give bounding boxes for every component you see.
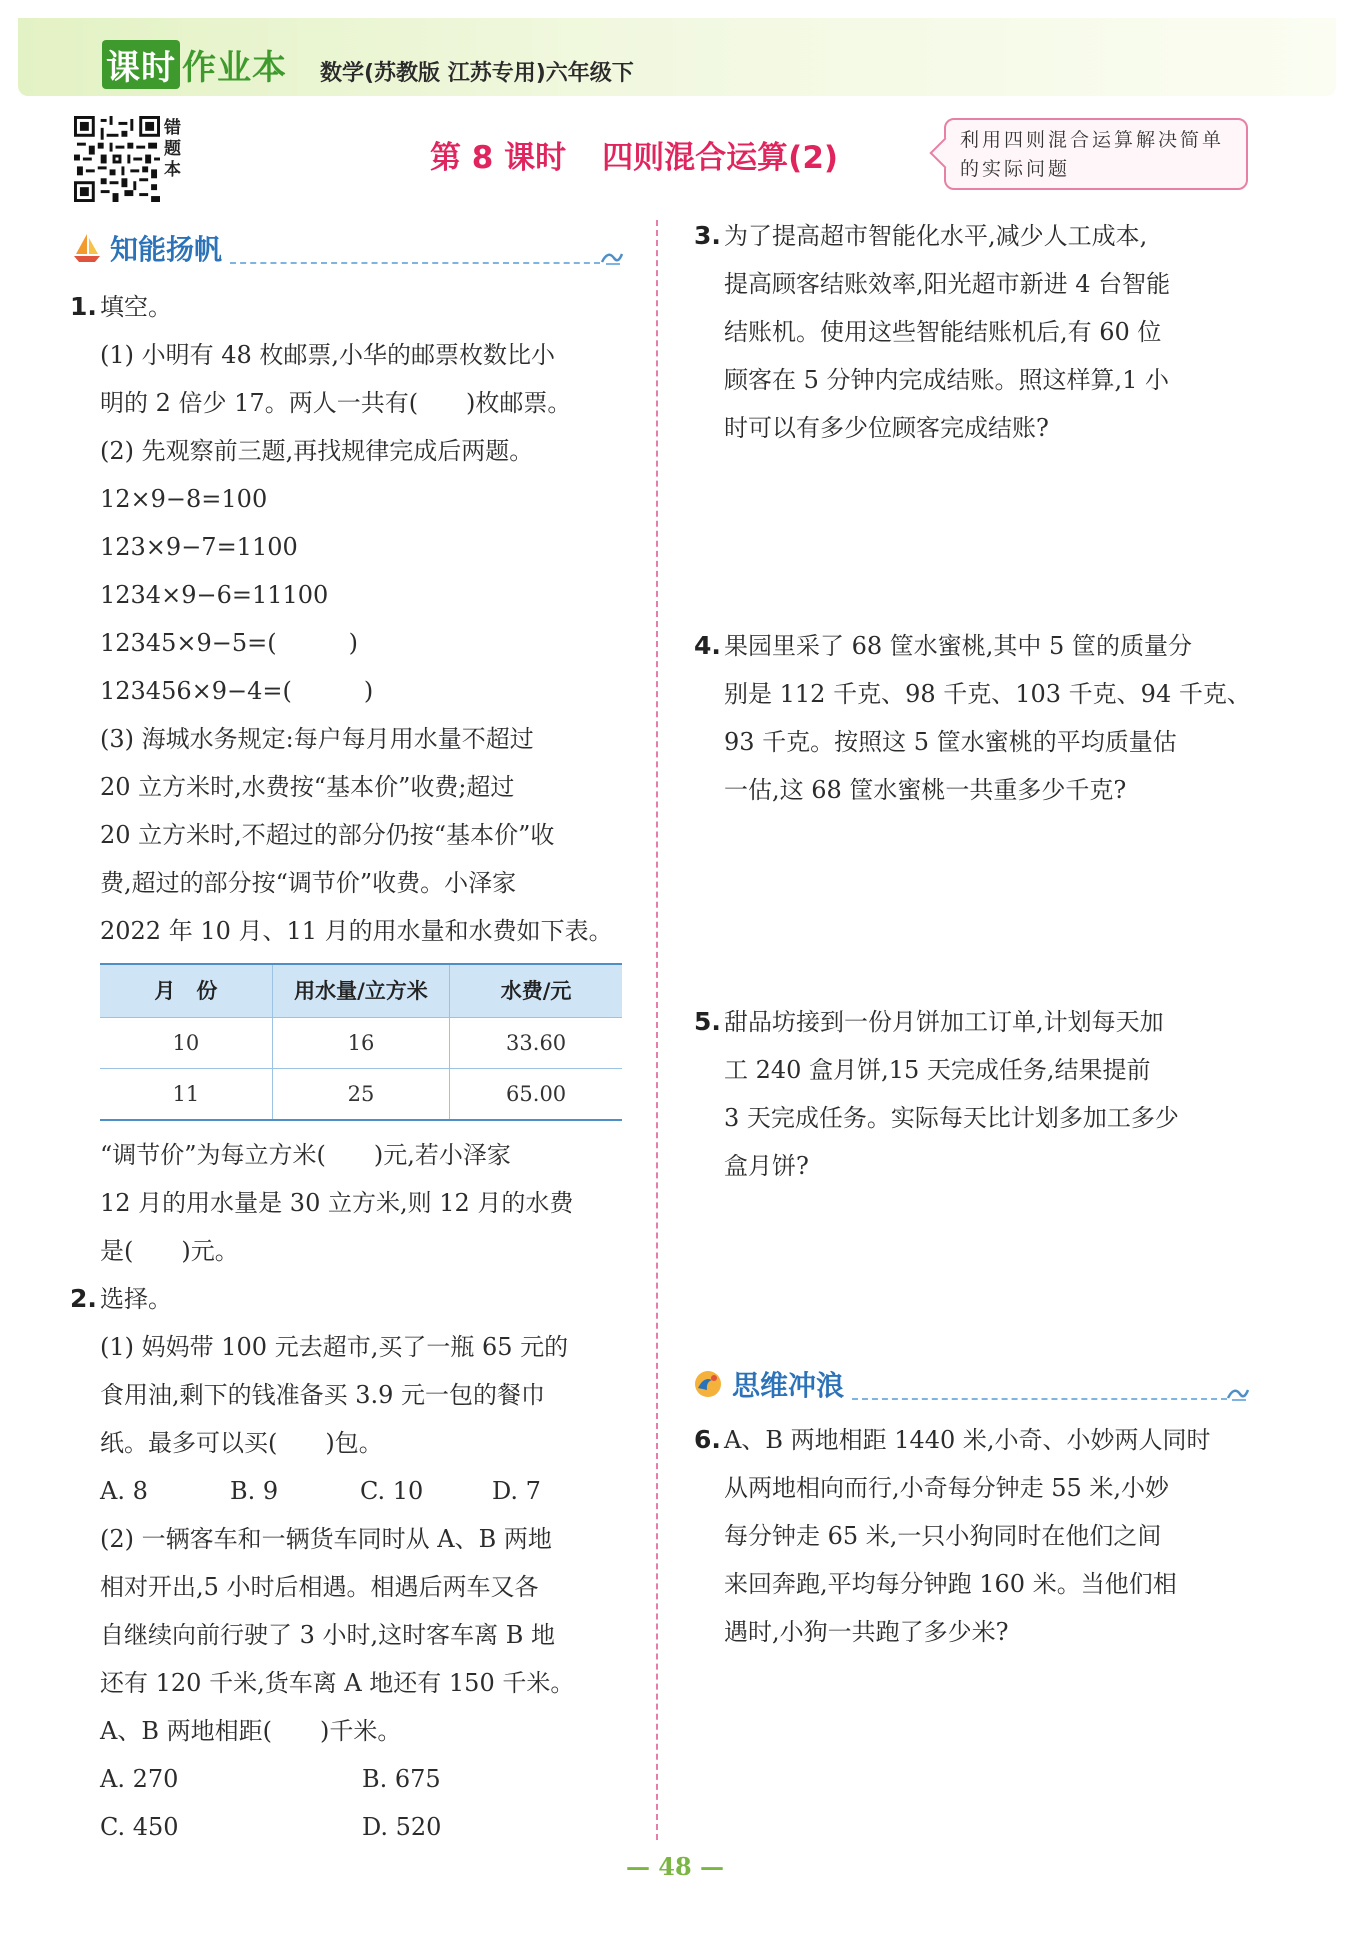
page-number: — 48 — (625, 1852, 725, 1881)
choice-option[interactable]: D. 520 (362, 1813, 442, 1841)
question-1-part3-line: 费,超过的部分按“调节价”收费。小泽家 (100, 869, 517, 897)
question-2-part2-line: A、B 两地相距( )千米。 (100, 1717, 402, 1745)
question-2-part2-line: 还有 120 千米,货车离 A 地还有 150 千米。 (100, 1669, 575, 1697)
lesson-topic: 四则混合运算(2) (602, 140, 839, 176)
choice-option[interactable]: A. 270 (100, 1765, 179, 1793)
table-header: 月 份 (100, 964, 272, 1018)
choice-option[interactable]: A. 8 (100, 1477, 148, 1505)
learning-goal-text: 利用四则混合运算解决简单的实际问题 (960, 129, 1225, 180)
question-2-part2-line: (2) 一辆客车和一辆货车同时从 A、B 两地 (100, 1525, 552, 1553)
question-1-part3-line: 20 立方米时,水费按“基本价”收费;超过 (100, 773, 515, 801)
choice-option[interactable]: C. 450 (100, 1813, 179, 1841)
table-cell: 16 (272, 1018, 449, 1069)
question-1-part2: (2) 先观察前三题,再找规律完成后两题。 (100, 437, 534, 465)
question-6-line: 从两地相向而行,小奇每分钟走 55 米,小妙 (724, 1474, 1170, 1502)
right-column-lower (694, 1416, 1254, 1656)
table-row (100, 1018, 622, 1069)
equation: 12×9−8=100 (100, 485, 268, 513)
answer-space[interactable] (724, 814, 1254, 998)
question-number: 4. (694, 631, 721, 660)
section-title-siwei: 思维冲浪 (732, 1369, 845, 1402)
question-5-line: 工 240 盒月饼,15 天完成任务,结果提前 (724, 1056, 1151, 1084)
equation: 1234×9−6=11100 (100, 581, 329, 609)
column-divider (656, 220, 658, 1840)
question-2-part1-line: 食用油,剩下的钱准备买 3.9 元一包的餐巾 (100, 1381, 546, 1409)
table-cell: 25 (272, 1069, 449, 1121)
question-4-line: 93 千克。按照这 5 筐水蜜桃的平均质量估 (724, 728, 1177, 756)
table-header: 水费/元 (450, 964, 622, 1018)
question-6-line: 来回奔跑,平均每分钟跑 160 米。当他们相 (724, 1570, 1177, 1598)
section-divider (852, 1398, 1227, 1400)
question-1-part3-line: 20 立方米时,不超过的部分仍按“基本价”收 (100, 821, 555, 849)
right-column (694, 212, 1254, 1190)
question-1-title: 1. 填空。 (100, 283, 640, 331)
question-1-after-line: “调节价”为每立方米( )元,若小泽家 (100, 1141, 511, 1169)
table-header: 用水量/立方米 (272, 964, 449, 1018)
left-column (70, 283, 640, 1851)
lesson-title (430, 132, 838, 177)
qr-label: 错题本 (164, 118, 181, 180)
question-number: 1. (70, 292, 97, 321)
question-1-after-line: 12 月的用水量是 30 立方米,则 12 月的水费 (100, 1189, 574, 1217)
surf-wave-icon (692, 1368, 724, 1400)
question-6-line: 每分钟走 65 米,一只小狗同时在他们之间 (724, 1522, 1162, 1550)
book-subtitle: 数学(苏教版 江苏专用)六年级下 (320, 61, 634, 86)
choice-option[interactable]: B. 675 (362, 1765, 441, 1793)
question-5-line: 5. 甜品坊接到一份月饼加工订单,计划每天加 (724, 998, 1254, 1046)
question-6-line: 遇时,小狗一共跑了多少米? (724, 1618, 1009, 1646)
question-2-part1-line: (1) 妈妈带 100 元去超市,买了一瓶 65 元的 (100, 1333, 569, 1361)
question-6-line: 6. A、B 两地相距 1440 米,小奇、小妙两人同时 (724, 1416, 1254, 1464)
question-number: 2. (70, 1284, 97, 1313)
water-fee-table (100, 963, 622, 1121)
table-header-row (100, 964, 622, 1018)
section-header-siwei (692, 1364, 844, 1404)
brand-logo-text: 作业本 (182, 47, 287, 88)
question-2-part1-line: 纸。最多可以买( )包。 (100, 1429, 383, 1457)
choice-option[interactable]: C. 10 (360, 1477, 424, 1505)
equation-blank: 123456×9−4=( ) (100, 677, 374, 705)
choice-option[interactable]: B. 9 (230, 1477, 279, 1505)
answer-space[interactable] (724, 452, 1254, 622)
sailboat-icon (72, 232, 102, 264)
question-1-part3-line: (3) 海城水务规定:每户每月用水量不超过 (100, 725, 534, 753)
question-4-line: 一估,这 68 筐水蜜桃一共重多少千克? (724, 776, 1127, 804)
brand-logo-mark: 课时 (102, 40, 180, 89)
table-cell: 33.60 (450, 1018, 622, 1069)
lesson-number: 第 8 课时 (430, 140, 567, 176)
question-3-line: 提高顾客结账效率,阳光超市新进 4 台智能 (724, 270, 1171, 298)
question-4-line: 别是 112 千克、98 千克、103 千克、94 千克、 (724, 680, 1251, 708)
section-title-zhineng: 知能扬帆 (110, 233, 223, 266)
section-divider (230, 262, 600, 264)
question-3-line: 结账机。使用这些智能结账机后,有 60 位 (724, 318, 1162, 346)
choice-options (100, 1467, 640, 1515)
equation-blank: 12345×9−5=( ) (100, 629, 358, 657)
table-cell: 11 (100, 1069, 272, 1121)
question-5-line: 盒月饼? (724, 1152, 809, 1180)
brand-logo (102, 42, 287, 86)
question-5-line: 3 天完成任务。实际每天比计划多加工多少 (724, 1104, 1179, 1132)
qr-code-icon[interactable] (74, 116, 160, 202)
question-1-part1-line: 明的 2 倍少 17。两人一共有( )枚邮票。 (100, 389, 572, 417)
wave-icon (600, 248, 624, 266)
question-1-after-line: 是( )元。 (100, 1237, 239, 1265)
equation: 123×9−7=1100 (100, 533, 298, 561)
question-1-part3-line: 2022 年 10 月、11 月的用水量和水费如下表。 (100, 917, 613, 945)
question-4-line: 4. 果园里采了 68 筐水蜜桃,其中 5 筐的质量分 (724, 622, 1254, 670)
question-2-part2-line: 自继续向前行驶了 3 小时,这时客车离 B 地 (100, 1621, 556, 1649)
choice-options (100, 1755, 640, 1803)
table-cell: 10 (100, 1018, 272, 1069)
question-1-part1-line: (1) 小明有 48 枚邮票,小华的邮票枚数比小 (100, 341, 556, 369)
table-row (100, 1069, 622, 1121)
learning-goal-box (944, 118, 1248, 190)
table-cell: 65.00 (450, 1069, 622, 1121)
question-2-part2-line: 相对开出,5 小时后相遇。相遇后两车又各 (100, 1573, 539, 1601)
wave-icon (1226, 1384, 1250, 1402)
question-2-title: 2. 选择。 (100, 1275, 640, 1323)
question-3-line: 3. 为了提高超市智能化水平,减少人工成本, (724, 212, 1254, 260)
section-header-zhineng (72, 228, 222, 268)
question-number: 6. (694, 1425, 721, 1454)
question-3-line: 顾客在 5 分钟内完成结账。照这样算,1 小 (724, 366, 1170, 394)
choice-option[interactable]: D. 7 (492, 1477, 541, 1505)
choice-options (100, 1803, 640, 1851)
question-3-line: 时可以有多少位顾客完成结账? (724, 414, 1049, 442)
question-number: 5. (694, 1007, 721, 1036)
question-number: 3. (694, 221, 721, 250)
